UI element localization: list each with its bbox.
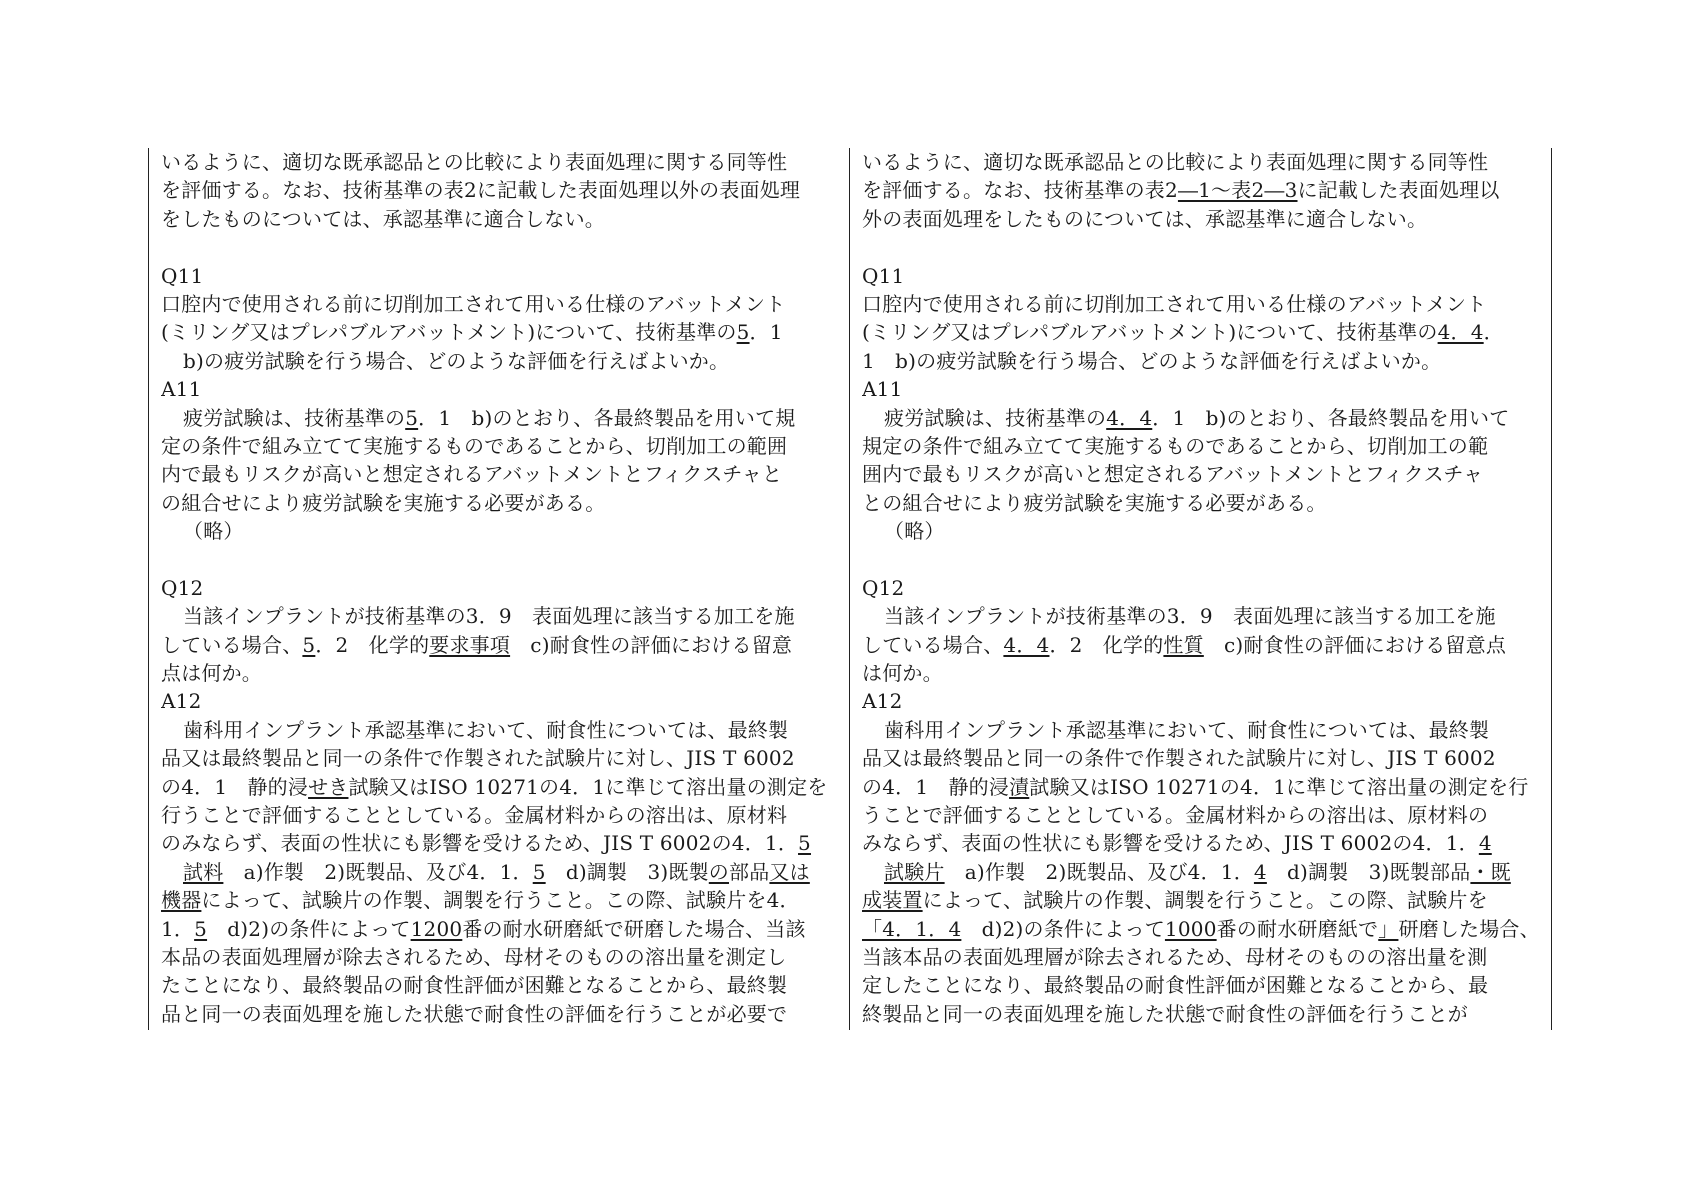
underlined-text: 5 (736, 320, 750, 345)
text-segment: 番の耐水研磨紙で (1216, 916, 1379, 941)
text-line (161, 829, 839, 857)
underlined-text: 試験片 (884, 859, 945, 884)
text-segment: 1 b)の疲労試験を行う場合、どのような評価を行えばよいか。 (862, 348, 1442, 373)
underlined-text: の (708, 859, 729, 884)
underlined-text: 5 (405, 405, 419, 430)
underlined-text: 5 (798, 831, 811, 856)
text-segment: によって、試験片の作製、調製を行うこと。この際、試験片を (922, 888, 1488, 913)
text-line (161, 971, 839, 999)
text-segment: に記載した表面処理以 (1297, 178, 1500, 203)
text-line (161, 659, 839, 687)
text-segment: a)作製 2)既製品、及び4．1． (944, 859, 1254, 884)
text-segment: を評価する。なお、技術基準の表2に記載した表面処理以外の表面処理 (161, 178, 801, 203)
text-segment: ．2 化学的 (1049, 632, 1164, 657)
text-line (862, 915, 1541, 943)
text-segment: 点は何か。 (161, 661, 262, 686)
text-line (862, 432, 1541, 460)
text-segment: （略） (183, 519, 244, 544)
text-segment: (ミリング又はプレパブルアバットメント)について、技術基準の (161, 320, 737, 345)
text-line (161, 631, 839, 659)
text-line (862, 318, 1541, 346)
text-line (862, 858, 1541, 886)
text-line (862, 176, 1541, 204)
text-segment: の組合せにより疲労試験を実施する必要がある。 (161, 490, 606, 515)
text-line (161, 262, 839, 290)
text-segment: 歯科用インプラント承認基準において、耐食性については、最終製 (183, 717, 789, 742)
text-segment: 試験又はISO 10271の4．1に準じて溶出量の測定を (348, 774, 828, 799)
underlined-text: ―1～表2―3 (1177, 178, 1298, 203)
underlined-text: 成装置 (862, 888, 923, 913)
underlined-text: 4．4 (1437, 320, 1484, 345)
text-segment: d)2)の条件によって (961, 916, 1165, 941)
text-segment: によって、試験片の作製、調製を行うこと。この際、試験片を4． (201, 888, 800, 913)
text-segment: ．1 (749, 320, 783, 345)
text-line (161, 347, 839, 375)
text-line (161, 148, 839, 176)
text-line (862, 659, 1541, 687)
blank-line (862, 233, 1541, 261)
text-segment: をしたものについては、承認基準に適合しない。 (161, 206, 605, 231)
text-segment: 当該インプラントが技術基準の3．9 表面処理に該当する加工を施 (884, 604, 1496, 629)
text-segment: A12 (161, 689, 202, 714)
text-segment: (ミリング又はプレパブルアバットメント)について、技術基準の (862, 320, 1438, 345)
text-line (862, 574, 1541, 602)
text-segment: 本品の表面処理層が除去されるため、母材そのものの溶出量を測定し (161, 944, 787, 969)
text-line (161, 687, 839, 715)
text-segment: みならず、表面の性状にも影響を受けるため、JIS T 6002の4．1． (862, 831, 1479, 856)
underlined-text: 又は (769, 859, 810, 884)
text-segment: を評価する。なお、技術基準の表2 (862, 178, 1178, 203)
text-segment: 定したことになり、最終製品の耐食性評価が困難となることから、最 (862, 973, 1489, 998)
text-segment: ．1 b)のとおり、各最終製品を用いて規 (418, 405, 796, 430)
right-column (850, 148, 1551, 1030)
text-segment: 終製品と同一の表面処理を施した状態で耐食性の評価を行うことが (862, 1001, 1468, 1026)
text-line (862, 716, 1541, 744)
text-segment: 部品 (729, 859, 770, 884)
text-line (161, 915, 839, 943)
text-line (862, 262, 1541, 290)
text-segment: たことになり、最終製品の耐食性評価が困難となることから、最終製 (161, 973, 788, 998)
text-segment: ．2 化学的 (315, 632, 430, 657)
text-line (862, 744, 1541, 772)
text-line (862, 375, 1541, 403)
text-line (862, 205, 1541, 233)
text-segment: Q12 (161, 575, 204, 600)
text-line (862, 971, 1541, 999)
text-line (161, 375, 839, 403)
text-segment: d)調製 3)既製 (545, 859, 709, 884)
underlined-text: 性質 (1163, 632, 1204, 657)
underlined-text: 機器 (161, 888, 202, 913)
text-segment: 定の条件で組み立てて実施するものであることから、切削加工の範囲 (161, 433, 788, 458)
text-line (862, 148, 1541, 176)
underlined-text: 要求事項 (429, 632, 511, 657)
text-line (862, 489, 1541, 517)
text-line (862, 1000, 1541, 1028)
text-segment: 疲労試験は、技術基準の (183, 405, 406, 430)
text-line (161, 205, 839, 233)
text-line (862, 602, 1541, 630)
text-segment: のみならず、表面の性状にも影響を受けるため、JIS T 6002の4．1． (161, 831, 799, 856)
left-column (149, 148, 850, 1030)
text-segment: 囲内で最もリスクが高いと想定されるアバットメントとフィクスチャ (862, 462, 1484, 487)
underlined-text: 4．4 (1003, 632, 1050, 657)
underlined-text: 4．4 (1106, 405, 1153, 430)
text-segment: いるように、適切な既承認品との比較により表面処理に関する同等性 (161, 150, 788, 174)
text-segment: 当該本品の表面処理層が除去されるため、母材そのものの溶出量を測 (862, 944, 1488, 969)
text-segment: c)耐食性の評価における留意点 (1203, 632, 1507, 657)
underlined-text: 試料 (183, 859, 224, 884)
text-segment: 規定の条件で組み立てて実施するものであることから、切削加工の範 (862, 433, 1489, 458)
text-segment: d)調製 3)既製部品 (1266, 859, 1471, 884)
text-segment: 品と同一の表面処理を施した状態で耐食性の評価を行うことが必要で (161, 1001, 788, 1026)
text-line (161, 886, 839, 914)
underlined-text: 5 (194, 916, 208, 941)
underlined-text: 4 (1253, 859, 1267, 884)
text-segment: 1． (161, 916, 195, 941)
text-line (862, 829, 1541, 857)
text-segment: 品又は最終製品と同一の条件で作製された試験片に対し、JIS T 6002 (161, 746, 795, 771)
text-line (161, 574, 839, 602)
text-segment: 研磨した場合、 (1398, 916, 1540, 941)
text-line (161, 1000, 839, 1028)
text-line (161, 716, 839, 744)
underlined-text: 「4．1．4 (862, 916, 962, 941)
text-segment: は何か。 (862, 661, 943, 686)
text-line (161, 943, 839, 971)
text-segment: A12 (862, 689, 903, 714)
underlined-text: 5 (532, 859, 546, 884)
underlined-text: 」 (1378, 916, 1399, 941)
text-segment: 外の表面処理をしたものについては、承認基準に適合しない。 (862, 206, 1428, 231)
text-line (161, 773, 839, 801)
underlined-text: ・既 (1470, 859, 1511, 884)
text-segment: 当該インプラントが技術基準の3．9 表面処理に該当する加工を施 (183, 604, 795, 629)
blank-line (161, 545, 839, 573)
text-line (862, 687, 1541, 715)
text-segment: （略） (884, 519, 945, 544)
text-segment: うことで評価することとしている。金属材料からの溶出は、原材料の (862, 802, 1489, 827)
text-line (161, 858, 839, 886)
text-line (161, 489, 839, 517)
text-line (862, 631, 1541, 659)
text-line (862, 404, 1541, 432)
text-segment: d)2)の条件によって (207, 916, 411, 941)
text-segment: 疲労試験は、技術基準の (884, 405, 1107, 430)
blank-line (862, 545, 1541, 573)
text-line (161, 744, 839, 772)
comparison-table (148, 148, 1552, 1030)
text-line (161, 517, 839, 545)
text-line (862, 460, 1541, 488)
text-line (161, 460, 839, 488)
text-segment: との組合せにより疲労試験を実施する必要がある。 (862, 490, 1327, 515)
text-line (862, 773, 1541, 801)
text-segment: 歯科用インプラント承認基準において、耐食性については、最終製 (884, 717, 1490, 742)
text-segment: 口腔内で使用される前に切削加工されて用いる仕様のアバットメント (862, 291, 1487, 316)
text-segment: 内で最もリスクが高いと想定されるアバットメントとフィクスチャと (161, 462, 783, 487)
text-segment: ．1 b)のとおり、各最終製品を用いて (1152, 405, 1510, 430)
underlined-text: 漬 (1009, 774, 1030, 799)
text-segment: A11 (161, 377, 202, 402)
underlined-text: 5 (302, 632, 316, 657)
text-line (862, 517, 1541, 545)
text-line (862, 290, 1541, 318)
text-line (862, 801, 1541, 829)
text-segment: 品又は最終製品と同一の条件で作製された試験片に対し、JIS T 6002 (862, 746, 1496, 771)
text-segment: いるように、適切な既承認品との比較により表面処理に関する同等性 (862, 150, 1489, 174)
underlined-text: 1200 (410, 916, 463, 941)
underlined-text: せき (308, 774, 349, 799)
text-line (862, 886, 1541, 914)
underlined-text: 1000 (1164, 916, 1217, 941)
text-segment: 口腔内で使用される前に切削加工されて用いる仕様のアバットメント (161, 291, 786, 316)
text-line (161, 404, 839, 432)
text-line (161, 801, 839, 829)
text-segment: Q11 (161, 263, 204, 288)
text-segment: ． (1483, 320, 1504, 345)
text-line (862, 347, 1541, 375)
text-segment: 行うことで評価することとしている。金属材料からの溶出は、原材料 (161, 802, 788, 827)
text-segment: b)の疲労試験を行う場合、どのような評価を行えばよいか。 (183, 348, 730, 373)
text-line (161, 432, 839, 460)
text-line (862, 943, 1541, 971)
text-line (161, 318, 839, 346)
text-segment: Q11 (862, 263, 905, 288)
blank-line (161, 233, 839, 261)
text-segment: の4．1 静的浸 (862, 774, 1010, 799)
text-segment: Q12 (862, 575, 905, 600)
text-segment: している場合、 (161, 632, 303, 657)
text-segment: の4．1 静的浸 (161, 774, 309, 799)
text-segment: a)作製 2)既製品、及び4．1． (223, 859, 533, 884)
text-segment: 番の耐水研磨紙で研磨した場合、当該 (462, 916, 806, 941)
text-line (161, 290, 839, 318)
text-segment: している場合、 (862, 632, 1004, 657)
underlined-text: 4 (1478, 831, 1492, 856)
text-segment: 試験又はISO 10271の4．1に準じて溶出量の測定を行 (1029, 774, 1529, 799)
text-line (161, 602, 839, 630)
text-segment: A11 (862, 377, 903, 402)
text-line (161, 176, 839, 204)
text-segment: c)耐食性の評価における留意 (510, 632, 793, 657)
